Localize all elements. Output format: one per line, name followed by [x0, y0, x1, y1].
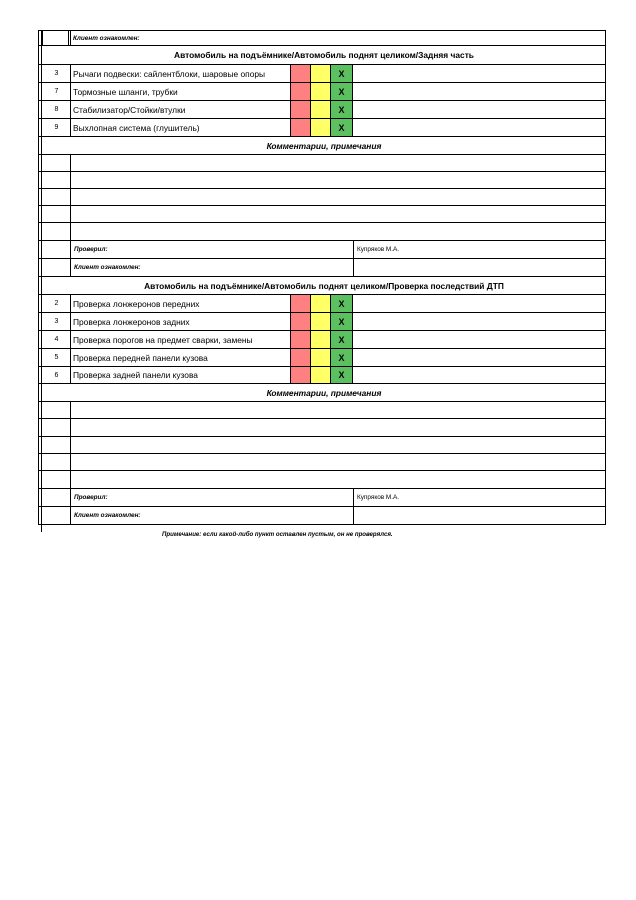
status-warn-cell[interactable]: [310, 119, 330, 136]
comment-input-line[interactable]: [70, 206, 607, 222]
item-comment-cell[interactable]: [352, 101, 607, 118]
client-signature-cell[interactable]: [353, 507, 607, 524]
section-title: Автомобиль на подъёмнике/Автомобиль поднят целиком/Задняя часть: [174, 50, 474, 60]
comment-line: [38, 189, 606, 206]
item-description: Проверка порогов на предмет сварки, замены: [70, 331, 290, 348]
client-ack-label: Клиент ознакомлен:: [70, 259, 353, 276]
inspection-sheet: [38, 30, 606, 525]
item-number: 7: [54, 88, 59, 95]
comment-input-line[interactable]: [70, 402, 607, 418]
checklist-row: [38, 367, 606, 384]
checklist-row: [38, 101, 606, 119]
item-description: Тормозные шланги, трубки: [70, 83, 290, 100]
comment-line: [38, 471, 606, 489]
status-warn-cell[interactable]: [310, 349, 330, 366]
status-fail-cell[interactable]: [290, 367, 310, 383]
comments-title: Комментарии, примечания: [266, 140, 382, 151]
comment-line: [38, 155, 606, 172]
status-ok-cell[interactable]: X: [330, 83, 352, 100]
comment-line: [38, 454, 606, 471]
status-warn-cell[interactable]: [310, 331, 330, 348]
status-ok-cell[interactable]: X: [330, 295, 352, 312]
status-fail-cell[interactable]: [290, 331, 310, 348]
comment-line: [38, 206, 606, 223]
status-ok-cell[interactable]: X: [330, 331, 352, 348]
item-comment-cell[interactable]: [352, 349, 607, 366]
status-fail-cell[interactable]: [290, 349, 310, 366]
status-ok-cell[interactable]: X: [330, 101, 352, 118]
status-fail-cell[interactable]: [290, 313, 310, 330]
comment-input-line[interactable]: [70, 189, 607, 205]
item-number: 2: [54, 300, 59, 307]
column-divider: [68, 30, 69, 46]
comment-line: [38, 437, 606, 454]
item-number: 5: [54, 354, 59, 361]
footnote: Примечание: если какой-либо пункт оставлен пустым, он не проверялся.: [162, 531, 393, 538]
item-description: Проверка лонжеронов задних: [70, 313, 290, 330]
inspector-name: Купряков М.А.: [353, 489, 607, 506]
item-number: 6: [54, 371, 59, 379]
checklist-row: [38, 83, 606, 101]
comment-input-line[interactable]: [70, 454, 607, 470]
item-number: 4: [54, 336, 59, 343]
item-number: 9: [54, 124, 59, 131]
client-ack-row: [38, 259, 606, 277]
item-comment-cell[interactable]: [352, 295, 607, 312]
comment-line: [38, 402, 606, 419]
client-ack-row-top: [38, 30, 606, 46]
status-warn-cell[interactable]: [310, 83, 330, 100]
item-description: Проверка передней панели кузова: [70, 349, 290, 366]
status-fail-cell[interactable]: [290, 83, 310, 100]
status-ok-cell[interactable]: X: [330, 349, 352, 366]
checklist-row: [38, 65, 606, 83]
item-number: 3: [54, 318, 59, 325]
comment-input-line[interactable]: [70, 223, 607, 240]
status-warn-cell[interactable]: [310, 101, 330, 118]
checked-by-label: Проверил:: [70, 489, 353, 506]
comment-input-line[interactable]: [70, 437, 607, 453]
comments-header: [38, 384, 606, 402]
client-signature-cell[interactable]: [353, 259, 607, 276]
comment-line: [38, 172, 606, 189]
comment-line: [38, 419, 606, 437]
checklist-row: [38, 119, 606, 137]
status-warn-cell[interactable]: [310, 367, 330, 383]
item-comment-cell[interactable]: [352, 65, 607, 82]
checked-by-row: [38, 489, 606, 507]
checked-by-label: Проверил:: [70, 241, 353, 258]
checklist-row: [38, 313, 606, 331]
item-number: 3: [54, 70, 59, 77]
comment-input-line[interactable]: [70, 419, 607, 436]
client-ack-row: [38, 507, 606, 525]
item-comment-cell[interactable]: [352, 83, 607, 100]
status-ok-cell[interactable]: X: [330, 65, 352, 82]
comment-input-line[interactable]: [70, 155, 607, 171]
item-description: Рычаги подвески: сайлентблоки, шаровые опоры: [70, 65, 290, 82]
client-ack-label: Клиент ознакомлен:: [73, 34, 140, 42]
comment-input-line[interactable]: [70, 471, 607, 488]
comments-title: Комментарии, примечания: [266, 387, 382, 398]
inspector-name: Купряков М.А.: [353, 241, 607, 258]
section-header: [38, 46, 606, 65]
item-description: Проверка лонжеронов передних: [70, 295, 290, 312]
client-ack-label: Клиент ознакомлен:: [70, 507, 353, 524]
status-ok-cell[interactable]: X: [330, 367, 352, 383]
section-header: [38, 277, 606, 295]
item-comment-cell[interactable]: [352, 331, 607, 348]
item-description: Стабилизатор/Стойки/втулки: [70, 101, 290, 118]
status-warn-cell[interactable]: [310, 295, 330, 312]
item-comment-cell[interactable]: [352, 313, 607, 330]
checklist-row: [38, 295, 606, 313]
status-fail-cell[interactable]: [290, 119, 310, 136]
status-fail-cell[interactable]: [290, 101, 310, 118]
checklist-row: [38, 331, 606, 349]
item-description: Выхлопная система (глушитель): [70, 119, 290, 136]
status-fail-cell[interactable]: [290, 295, 310, 312]
checklist-row: [38, 349, 606, 367]
status-ok-cell[interactable]: X: [330, 119, 352, 136]
status-warn-cell[interactable]: [310, 313, 330, 330]
item-description: Проверка задней панели кузова: [70, 367, 290, 383]
item-comment-cell[interactable]: [352, 119, 607, 136]
comments-header: [38, 137, 606, 155]
checked-by-row: [38, 241, 606, 259]
comment-line: [38, 223, 606, 241]
status-warn-cell[interactable]: [310, 65, 330, 82]
item-comment-cell[interactable]: [352, 367, 607, 383]
left-border-bar: [38, 30, 42, 532]
section-title: Автомобиль на подъёмнике/Автомобиль поднят целиком/Проверка последствий ДТП: [144, 280, 504, 291]
comment-input-line[interactable]: [70, 172, 607, 188]
status-fail-cell[interactable]: [290, 65, 310, 82]
status-ok-cell[interactable]: X: [330, 313, 352, 330]
item-number: 8: [54, 106, 59, 113]
